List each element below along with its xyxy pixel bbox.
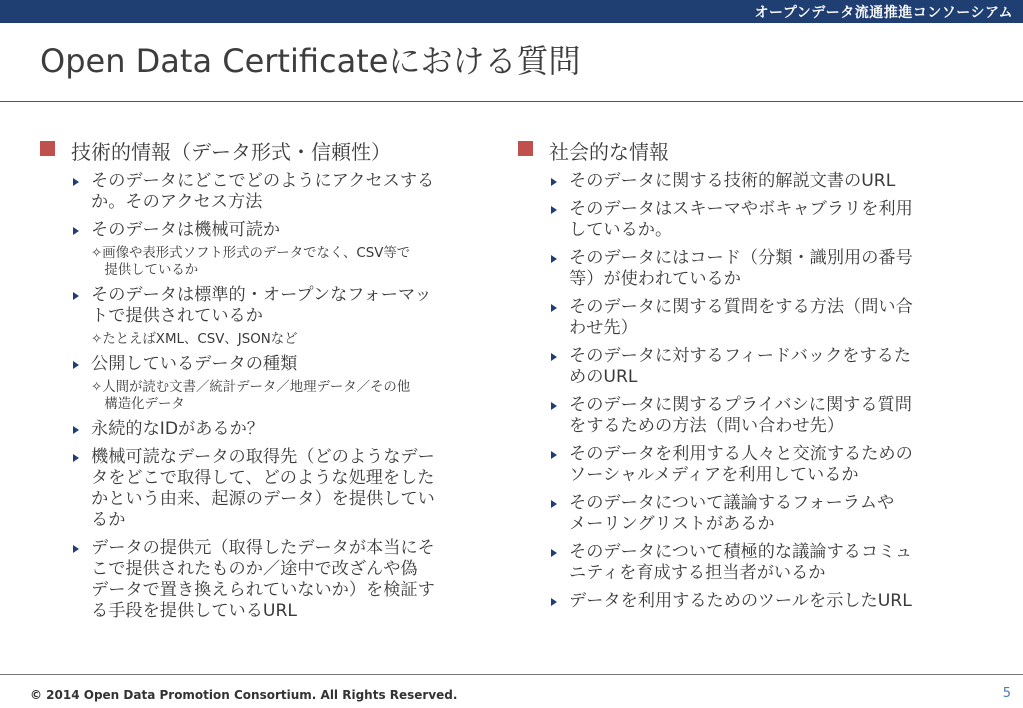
triangle-bullet-icon <box>73 545 79 553</box>
list-item <box>73 419 500 440</box>
list-item-text: そのデータは機械可読か <box>91 220 281 240</box>
section-heading-text: 社会的な情報 <box>549 140 669 164</box>
triangle-bullet-icon <box>73 227 79 235</box>
section-heading-text: 技術的情報（データ形式・信頼性） <box>71 140 391 164</box>
list-item-text: そのデータにどこでどのようにアクセスする か。そのアクセス方法 <box>91 171 435 212</box>
triangle-bullet-icon <box>551 255 557 263</box>
square-bullet-icon <box>40 141 55 156</box>
triangle-bullet-icon <box>551 178 557 186</box>
triangle-bullet-icon <box>551 304 557 312</box>
list-item-text: そのデータに関するプライバシに関する質問 をするための方法（問い合わせ先） <box>569 395 912 436</box>
list-item <box>551 395 968 437</box>
technical-question-list <box>40 171 500 622</box>
triangle-bullet-icon <box>551 549 557 557</box>
list-item <box>551 248 968 290</box>
sub-item-text: ✧画像や表形式ソフト形式のデータでなく、CSV等で 提供しているか <box>91 246 411 278</box>
list-item <box>551 444 968 486</box>
organization-name: オープンデータ流通推進コンソーシアム <box>754 5 1013 21</box>
triangle-bullet-icon <box>551 353 557 361</box>
square-bullet-icon <box>518 141 533 156</box>
triangle-bullet-icon <box>73 426 79 434</box>
list-item-text: そのデータを利用する人々と交流するための ソーシャルメディアを利用しているか <box>569 444 913 485</box>
list-item <box>73 171 500 213</box>
sub-list-item <box>91 331 500 348</box>
list-item-text: データの提供元（取得したデータが本当にそ こで提供されたものか／途中で改ざんや偽 データで置き換えられていないか）を検証す る手段を提供しているURL <box>91 538 435 621</box>
list-item <box>551 493 968 535</box>
list-item-text: そのデータに対するフィードバックをするた めのURL <box>569 346 912 387</box>
list-item-text: 公開しているデータの種類 <box>91 354 298 374</box>
section-heading-social <box>518 136 968 165</box>
list-item <box>73 354 500 375</box>
triangle-bullet-icon <box>551 402 557 410</box>
list-item <box>73 220 500 241</box>
list-item-text: 永続的なIDがあるか？ <box>91 419 264 439</box>
list-item <box>551 591 968 612</box>
list-item-text: そのデータはスキーマやボキャブラリを利用 しているか。 <box>569 199 913 240</box>
list-item <box>73 447 500 531</box>
list-item-text: そのデータについて議論するフォーラムや メーリングリストがあるか <box>569 493 895 534</box>
list-item <box>73 285 500 327</box>
copyright-notice: © 2014 Open Data Promotion Consortium. All Rights Reserved. <box>30 688 458 702</box>
sub-item-text: ✧人間が読む文書／統計データ／地理データ／その他 構造化データ <box>91 380 411 412</box>
slide-title: Open Data Certificateにおける質問 <box>40 42 581 80</box>
list-item-text: そのデータにはコード（分類・識別用の番号 等）が使われているか <box>569 248 913 289</box>
triangle-bullet-icon <box>551 206 557 214</box>
list-item-text: データを利用するためのツールを示したURL <box>569 591 912 611</box>
social-question-list <box>518 171 968 612</box>
list-item <box>551 297 968 339</box>
list-item-text: そのデータについて積極的な議論するコミュ ニティを育成する担当者がいるか <box>569 542 913 583</box>
technical-info-column <box>40 136 500 629</box>
list-item <box>73 538 500 622</box>
triangle-bullet-icon <box>73 178 79 186</box>
triangle-bullet-icon <box>73 361 79 369</box>
triangle-bullet-icon <box>551 598 557 606</box>
list-item <box>551 171 968 192</box>
footer-divider <box>0 674 1023 675</box>
list-item-text: そのデータに関する質問をする方法（問い合 わせ先） <box>569 297 913 338</box>
section-heading-technical <box>40 136 500 165</box>
triangle-bullet-icon <box>551 500 557 508</box>
sub-item-text: ✧たとえばXML、CSV、JSONなど <box>91 332 298 347</box>
list-item-text: そのデータに関する技術的解説文書のURL <box>569 171 896 191</box>
triangle-bullet-icon <box>73 454 79 462</box>
sub-list-item <box>91 245 500 279</box>
triangle-bullet-icon <box>73 292 79 300</box>
list-item-text: 機械可読なデータの取得先（どのようなデー タをどこで取得して、どのような処理をした かという由来、起源のデータ）を提供してい るか <box>91 447 435 530</box>
page-number: 5 <box>1002 686 1011 701</box>
list-item <box>551 346 968 388</box>
social-info-column <box>518 136 968 619</box>
triangle-bullet-icon <box>551 451 557 459</box>
title-divider <box>0 101 1023 102</box>
sub-list-item <box>91 379 500 413</box>
list-item <box>551 199 968 241</box>
list-item-text: そのデータは標準的・オープンなフォーマッ トで提供されているか <box>91 285 432 326</box>
header-bar <box>0 0 1023 23</box>
list-item <box>551 542 968 584</box>
